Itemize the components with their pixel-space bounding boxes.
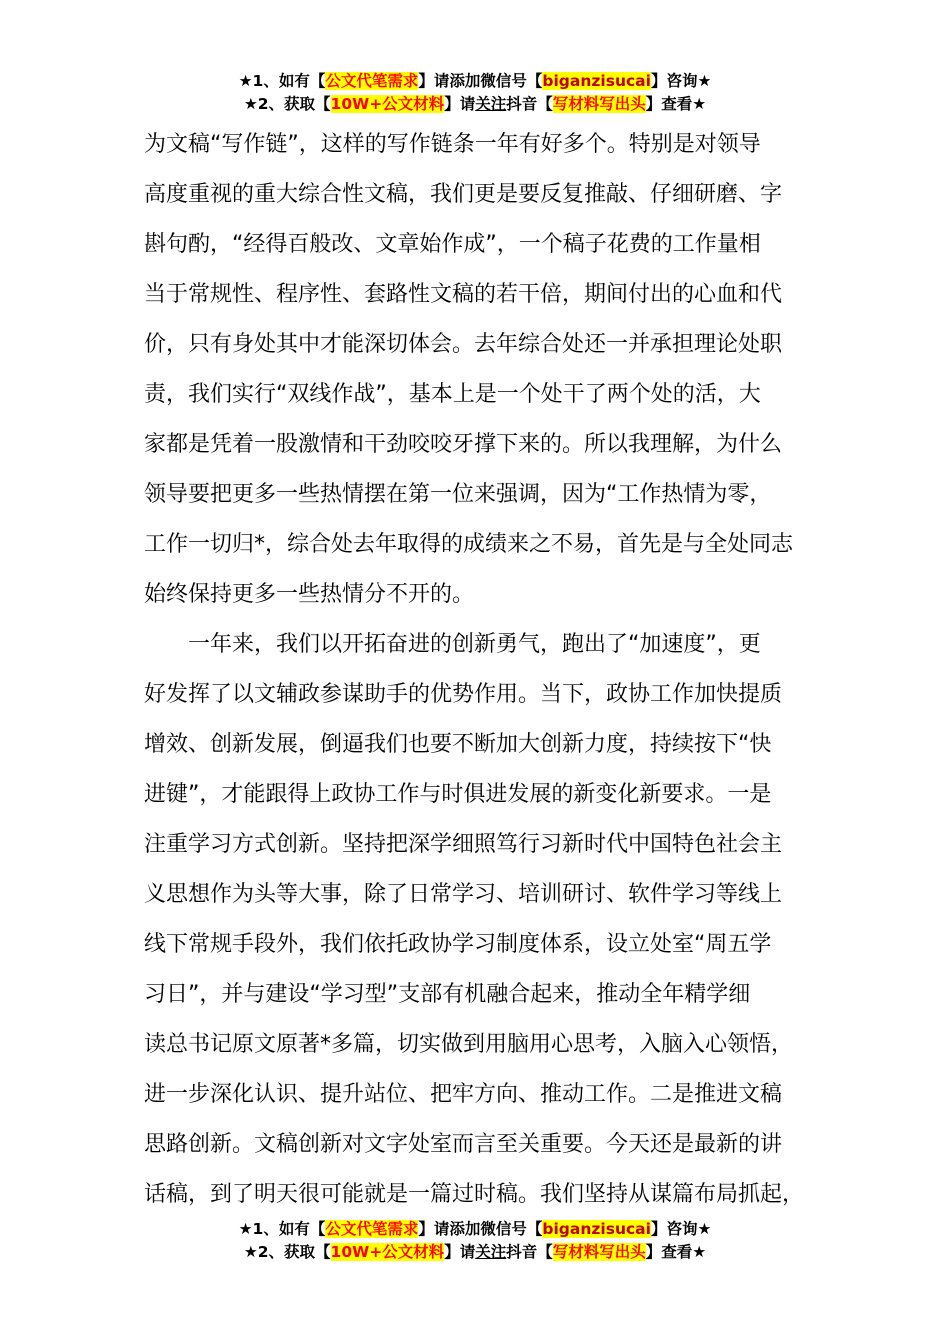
text-line: 进一步深化认识、提升站位、把牢方向、推动工作。二是推进文稿	[144, 1082, 783, 1107]
banner-text: 关注	[475, 95, 507, 113]
text-line: 习日”，并与建设“学习型”支部有机融合起来，推动全年精学细	[144, 982, 751, 1007]
banner-line-1	[0, 70, 950, 93]
banner-text: 】请	[418, 1220, 450, 1238]
text-line: 工作一切归*，综合处去年取得的成绩来之不易，首先是与全处同志	[144, 532, 794, 557]
banner-text: 关注	[475, 1243, 507, 1261]
banner-text: 】咨询★	[650, 72, 712, 90]
highlight-douyin: 写材料写出头	[552, 95, 646, 113]
text-line: 为文稿“写作链”，这样的写作链条一年有好多个。特别是对领导	[144, 132, 761, 157]
highlight-materials: 10W+公文材料	[330, 95, 445, 113]
banner-text: 】请	[444, 1243, 476, 1261]
header-banner	[0, 70, 950, 116]
banner-text: ★1、如有【	[238, 1220, 326, 1238]
text-line: 领导要把更多一些热情摆在第一位来强调，因为“工作热情为零，	[144, 482, 772, 507]
banner-text: 】请	[444, 95, 476, 113]
banner-text: 】咨询★	[650, 1220, 712, 1238]
text-line: 义思想作为头等大事，除了日常学习、培训研讨、软件学习等线上	[144, 882, 783, 907]
highlight-wechat-id: biganzisucai	[542, 1220, 651, 1238]
banner-text: 】请	[418, 72, 450, 90]
text-line: 高度重视的重大综合性文稿，我们更是要反复推敲、仔细研磨、字	[144, 182, 783, 207]
text-line: 进键”，才能跟得上政协工作与时俱进发展的新变化新要求。一是	[144, 782, 772, 807]
highlight-materials: 10W+公文材料	[330, 1243, 445, 1261]
text-line: 价，只有身处其中才能深切体会。去年综合处还一并承担理论处职	[144, 332, 783, 357]
highlight-ghostwriting: 公文代笔需求	[325, 1220, 419, 1238]
text-line: 注重学习方式创新。坚持把深学细照笃行习新时代中国特色社会主	[144, 832, 783, 857]
banner-text: ★2、获取【	[243, 1243, 331, 1261]
text-line: 思路创新。文稿创新对文字处室而言至关重要。今天还是最新的讲	[144, 1132, 783, 1157]
banner-text: 添加	[449, 1220, 481, 1238]
banner-line-2	[0, 93, 950, 116]
highlight-ghostwriting: 公文代笔需求	[325, 72, 419, 90]
footer-banner	[0, 1218, 950, 1264]
paragraph-start-line: 一年来，我们以开拓奋进的创新勇气，跑出了“加速度”，更	[188, 632, 761, 657]
text-line: 当于常规性、程序性、套路性文稿的若干倍，期间付出的心血和代	[144, 282, 783, 307]
banner-text: 微信号【	[480, 72, 543, 90]
banner-text: ★1、如有【	[238, 72, 326, 90]
text-line: 斟句酌，“经得百般改、文章始作成”，一个稿子花费的工作量相	[144, 232, 761, 257]
text-line: 线下常规手段外，我们依托政协学习制度体系，设立处室“周五学	[144, 932, 772, 957]
document-body	[144, 120, 814, 1220]
banner-line-1	[0, 1218, 950, 1241]
banner-text: 】查看★	[645, 95, 707, 113]
text-line: 始终保持更多一些热情分不开的。	[144, 582, 475, 607]
banner-text: 抖音【	[506, 1243, 553, 1261]
text-line: 家都是凭着一股激情和干劲咬咬牙撑下来的。所以我理解，为什么	[144, 432, 783, 457]
text-line: 话稿，到了明天很可能就是一篇过时稿。我们坚持从谋篇布局抓起，	[144, 1182, 805, 1207]
text-line: 读总书记原文原著*多篇，切实做到用脑用心思考，入脑入心领悟，	[144, 1032, 794, 1057]
banner-text: 抖音【	[506, 95, 553, 113]
banner-text: ★2、获取【	[243, 95, 331, 113]
banner-text: 】查看★	[645, 1243, 707, 1261]
banner-text: 微信号【	[480, 1220, 543, 1238]
banner-line-2	[0, 1241, 950, 1264]
highlight-douyin: 写材料写出头	[552, 1243, 646, 1261]
text-line: 好发挥了以文辅政参谋助手的优势作用。当下，政协工作加快提质	[144, 682, 783, 707]
text-line: 责，我们实行“双线作战”，基本上是一个处干了两个处的活，大	[144, 382, 761, 407]
highlight-wechat-id: biganzisucai	[542, 72, 651, 90]
banner-text: 添加	[449, 72, 481, 90]
text-line: 增效、创新发展，倒逼我们也要不断加大创新力度，持续按下“快	[144, 732, 772, 757]
